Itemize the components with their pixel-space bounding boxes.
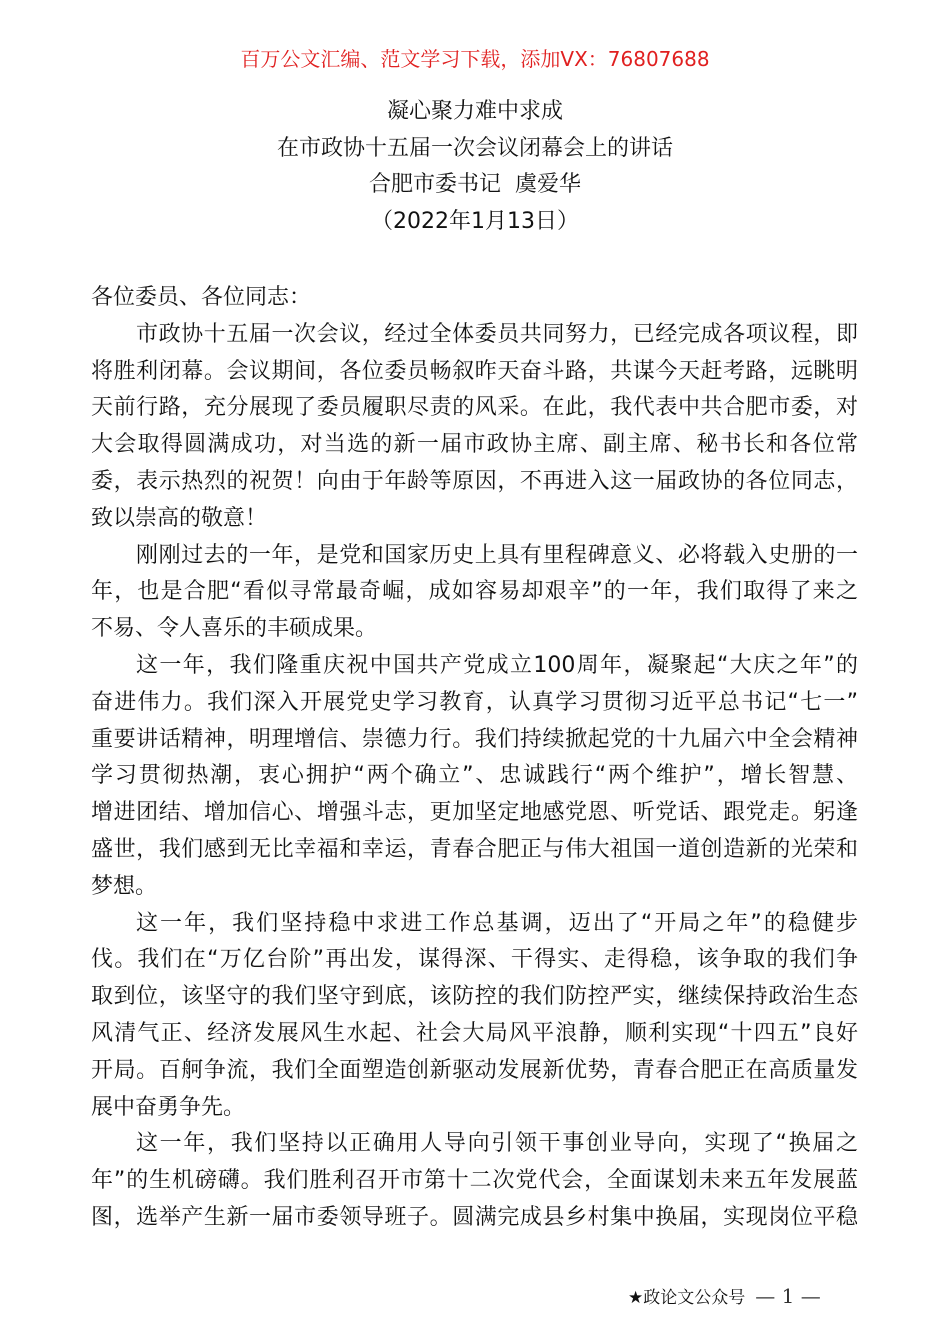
- paragraph-line: 年，也是合肥“看似寻常最奇崛，成如容易却艰辛”的一年，我们取得了来之: [91, 579, 858, 605]
- footer-source: ★政论文公众号: [628, 1288, 746, 1308]
- paragraph-line: 风清气正、经济发展风生水起、社会大局风平浪静，顺利实现“十四五”良好: [91, 1020, 858, 1046]
- paragraph-line: 盛世，我们感到无比幸福和幸运，青春合肥正与伟大祖国一道创造新的光荣和: [91, 836, 858, 862]
- paragraph-line: 委，表示热烈的祝贺！向由于年龄等原因，不再进入这一届政协的各位同志，: [91, 468, 858, 494]
- paragraph-line: 这一年，我们坚持稳中求进工作总基调，迈出了“开局之年”的稳健步: [136, 910, 858, 936]
- paragraph-line: 将胜利闭幕。会议期间，各位委员畅叙昨天奋斗路，共谋今天赶考路，远眺明: [91, 358, 858, 384]
- doc-title: 凝心聚力难中求成: [386, 99, 563, 124]
- paragraph-line: 开局。百舸争流，我们全面塑造创新驱动发展新优势，青春合肥正在高质量发: [91, 1057, 858, 1083]
- paragraph-line: 学习贯彻热潮，衷心拥护“两个确立”、忠诚践行“两个维护”，增长智慧、: [91, 763, 858, 789]
- paragraph-line: 大会取得圆满成功，对当选的新一届市政协主席、副主席、秘书长和各位常: [91, 432, 858, 458]
- paragraph-line: 梦想。: [91, 873, 158, 899]
- doc-speaker: 合肥市委书记 虞爱华: [369, 172, 581, 197]
- paragraph-line: 致以崇高的敬意！: [91, 505, 268, 531]
- paragraph-line: 年”的生机磅礴。我们胜利召开市第十二次党代会，全面谋划未来五年发展蓝: [91, 1168, 858, 1194]
- paragraph-line: 取到位，该坚守的我们坚守到底，该防控的我们防控严实，继续保持政治生态: [91, 984, 858, 1010]
- watermark-banner: 百万公文汇编、范文学习下载，添加VX：76807688: [240, 47, 710, 71]
- paragraph-line: 奋进伟力。我们深入开展党史学习教育，认真学习贯彻习近平总书记“七一”: [91, 689, 858, 715]
- paragraph-line: 重要讲话精神，明理增信、崇德力行。我们持续掀起党的十九届六中全会精神: [91, 726, 858, 752]
- doc-subtitle: 在市政协十五届一次会议闭幕会上的讲话: [276, 136, 673, 161]
- paragraph-line: 这一年，我们坚持以正确用人导向引领干事创业导向，实现了“换届之: [136, 1131, 858, 1157]
- page-footer: [628, 1282, 821, 1312]
- page-number: — 1 —: [755, 1284, 821, 1308]
- paragraph-line: 这一年，我们隆重庆祝中国共产党成立100周年，凝聚起“大庆之年”的: [136, 652, 858, 678]
- paragraph-line: 伐。我们在“万亿台阶”再出发，谋得深、干得实、走得稳，该争取的我们争: [91, 947, 858, 973]
- paragraph-line: 天前行路，充分展现了委员履职尽责的风采。在此，我代表中共合肥市委，对: [91, 395, 858, 421]
- salutation: 各位委员、各位同志：: [91, 285, 312, 310]
- paragraph-line: 刚刚过去的一年，是党和国家历史上具有里程碑意义、必将载入史册的一: [136, 542, 858, 568]
- paragraph-line: 不易、令人喜乐的丰硕成果。: [91, 616, 378, 642]
- doc-body: [91, 280, 858, 1237]
- paragraph-line: 图，选举产生新一届市委领导班子。圆满完成县乡村集中换届，实现岗位平稳: [91, 1204, 858, 1230]
- doc-date: （2022年1月13日）: [371, 209, 579, 234]
- paragraph-line: 增进团结、增加信心、增强斗志，更加坚定地感党恩、听党话、跟党走。躬逢: [91, 800, 858, 826]
- paragraph-line: 展中奋勇争先。: [91, 1094, 246, 1120]
- paragraph-line: 市政协十五届一次会议，经过全体委员共同努力，已经完成各项议程，即: [136, 321, 858, 347]
